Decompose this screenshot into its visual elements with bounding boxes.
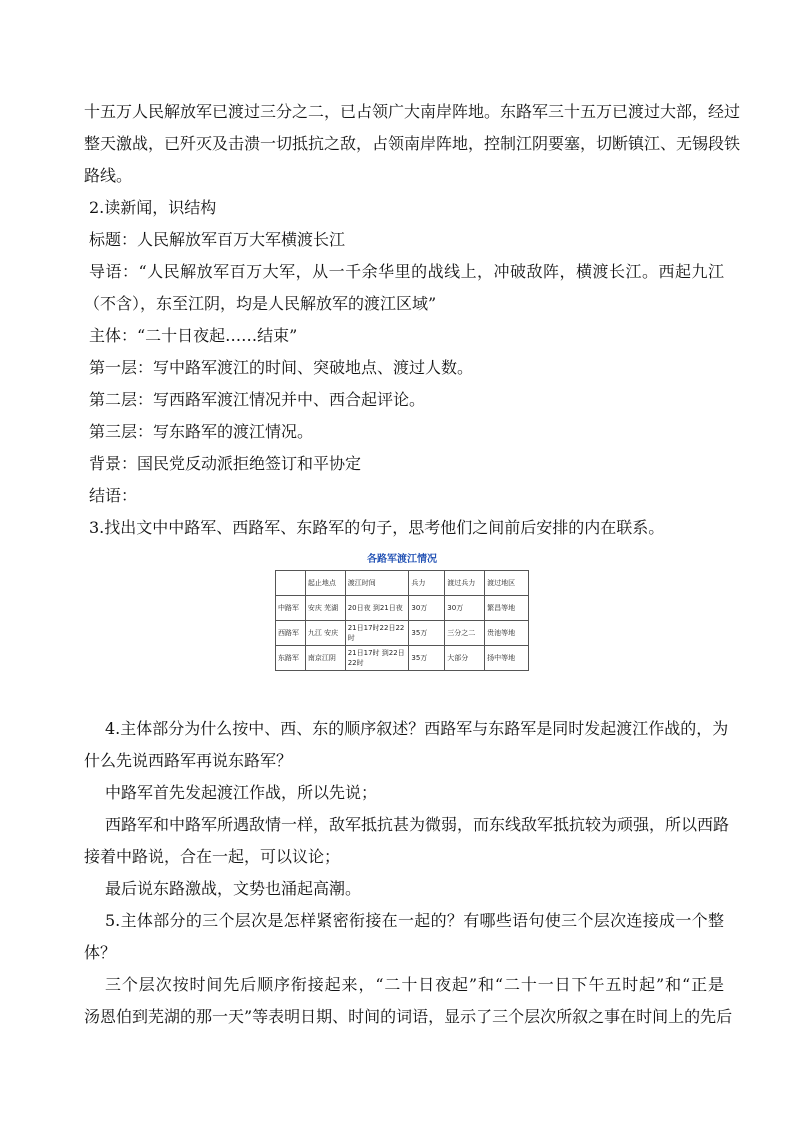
table-cell: 扬中等地 <box>485 646 529 671</box>
text-line: 最后说东路激战，文势也涌起高潮。 <box>105 879 362 898</box>
table-cell: 30万 <box>409 596 445 621</box>
table-header-cell: 渡过地区 <box>485 571 529 596</box>
table-cell: 九江 安庆 <box>305 621 345 646</box>
text-line: （不含），东至江阴，均是人民解放军的渡江区域” <box>84 294 437 313</box>
section-heading: 5.主体部分的三个层次是怎样紧密衔接在一起的？有哪些语句使三个层次连接成一个整 <box>105 911 724 930</box>
table-header-cell <box>276 571 306 596</box>
table-cell: 东路军 <box>276 646 306 671</box>
text-line: 接着中路说，合在一起，可以议论； <box>84 847 341 866</box>
text-line: 结语： <box>89 486 138 505</box>
table-row <box>276 596 529 621</box>
table-row <box>276 646 529 671</box>
table-cell: 西路军 <box>276 621 306 646</box>
text-line: 标题：人民解放军百万大军横渡长江 <box>89 230 346 249</box>
text-line: 什么先说西路军再说东路军？ <box>84 751 293 770</box>
table-title: 各路军渡江情况 <box>367 554 437 565</box>
table-cell: 21日17时22日22时 <box>345 621 409 646</box>
table-cell: 30万 <box>445 596 485 621</box>
table-cell: 安庆 芜湖 <box>305 596 345 621</box>
table-cell: 南京江阴 <box>305 646 345 671</box>
text-line: 西路军和中路军所遇敌情一样，敌军抵抗甚为微弱，而东线敌军抵抗较为顽强，所以西路 <box>105 815 730 834</box>
text-line: 第三层：写东路军的渡江情况。 <box>89 422 314 441</box>
table-header-row <box>276 571 529 596</box>
text-line: 导语：“人民解放军百万大军，从一千余华里的战线上，冲破敌阵，横渡长江。西起九江 <box>89 262 724 281</box>
table-cell: 中路军 <box>276 596 306 621</box>
section-heading: 2.读新闻，识结构 <box>89 198 217 217</box>
text-line: 体？ <box>84 943 117 962</box>
table-header-cell: 起止地点 <box>305 571 345 596</box>
table-cell: 20日夜 到21日夜 <box>345 596 409 621</box>
text-line: 整天激战，已歼灭及击溃一切抵抗之敌，占领南岸阵地，控制江阴要塞，切断镇江、无锡段铁 <box>84 134 741 153</box>
text-line: 第一层：写中路军渡江的时间、突破地点、渡过人数。 <box>89 358 474 377</box>
table-cell: 三分之二 <box>445 621 485 646</box>
table-row <box>276 621 529 646</box>
table-cell: 贵池等地 <box>485 621 529 646</box>
table-cell: 21日17时 到22日22时 <box>345 646 409 671</box>
text-line: 中路军首先发起渡江作战，所以先说； <box>105 783 378 802</box>
text-line: 汤恩伯到芜湖的那一天”等表明日期、时间的词语，显示了三个层次所叙之事在时间上的先后 <box>84 1007 733 1026</box>
army-crossing-table-figure <box>275 550 529 675</box>
text-line: 主体：“二十日夜起……结束” <box>89 326 298 345</box>
table-cell: 大部分 <box>445 646 485 671</box>
table-cell: 繁昌等地 <box>485 596 529 621</box>
text-line: 第二层：写西路军渡江情况并中、西合起评论。 <box>89 390 426 409</box>
army-crossing-table <box>275 570 529 671</box>
table-header-cell: 渡江时间 <box>345 571 409 596</box>
section-heading: 4.主体部分为什么按中、西、东的顺序叙述？西路军与东路军是同时发起渡江作战的，为 <box>105 719 729 738</box>
text-line: 路线。 <box>84 166 133 185</box>
section-heading: 3.找出文中中路军、西路军、东路军的句子，思考他们之间前后安排的内在联系。 <box>89 518 665 537</box>
table-cell: 35万 <box>409 621 445 646</box>
table-cell: 35万 <box>409 646 445 671</box>
text-line: 三个层次按时间先后顺序衔接起来，“二十日夜起”和“二十一日下午五时起”和“正是 <box>105 975 724 994</box>
table-header-cell: 兵力 <box>409 571 445 596</box>
table-header-cell: 渡过兵力 <box>445 571 485 596</box>
text-line: 十五万人民解放军已渡过三分之二，已占领广大南岸阵地。东路军三十五万已渡过大部，经过 <box>84 102 741 121</box>
text-line: 背景：国民党反动派拒绝签订和平协定 <box>89 454 362 473</box>
